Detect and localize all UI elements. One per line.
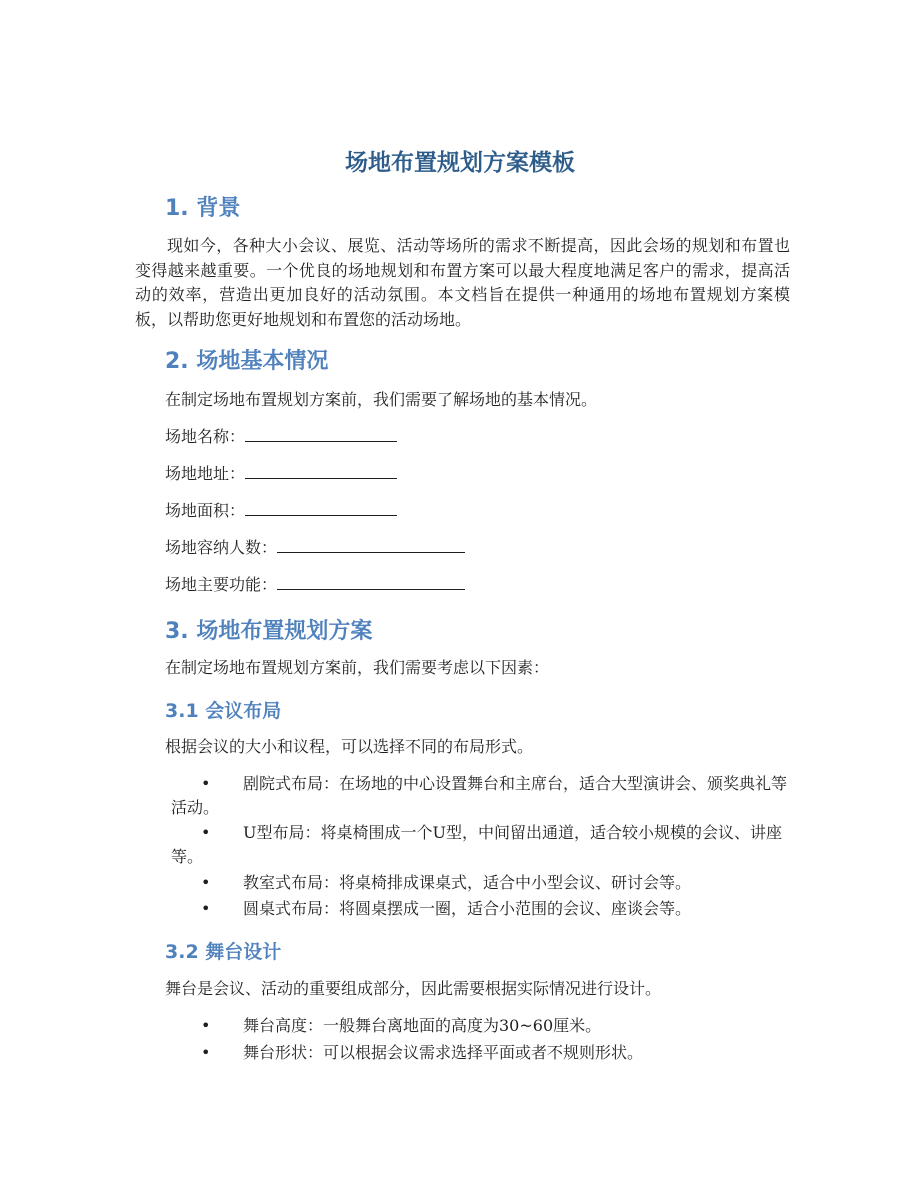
list-item-text: 剧院式布局：在场地的中心设置舞台和主席台，适合大型演讲会、颁奖典礼等活动。	[171, 774, 788, 817]
fill-in-blank[interactable]	[245, 500, 397, 516]
document-title: 场地布置规划方案模板	[345, 150, 575, 176]
field-label: 场地名称：	[165, 427, 246, 446]
list-item	[165, 821, 790, 869]
field-label: 场地地址：	[165, 464, 246, 483]
field-venue-name	[165, 426, 397, 448]
list-item-text: 圆桌式布局：将圆桌摆成一圈，适合小范围的会议、座谈会等。	[243, 899, 692, 918]
bullet-icon: •	[201, 1043, 211, 1062]
list-item-text: 教室式布局：将桌椅排成课桌式，适合中小型会议、研讨会等。	[243, 873, 692, 892]
field-venue-area	[165, 500, 397, 522]
section-2-heading: 2. 场地基本情况	[165, 349, 329, 374]
bullet-icon: •	[201, 774, 211, 793]
section-3-2-heading: 3.2 舞台设计	[165, 941, 282, 963]
bullet-icon: •	[201, 1016, 211, 1035]
section-1-heading: 1. 背景	[165, 196, 241, 221]
list-item-text: 舞台形状：可以根据会议需求选择平面或者不规则形状。	[243, 1043, 644, 1062]
fill-in-blank[interactable]	[277, 574, 465, 590]
section-3-1-intro: 根据会议的大小和议程，可以选择不同的布局形式。	[165, 737, 534, 756]
bullet-icon: •	[201, 899, 211, 918]
bullet-icon: •	[201, 823, 211, 842]
field-venue-function	[165, 574, 465, 596]
fill-in-blank[interactable]	[245, 463, 397, 479]
section-3-1-heading: 3.1 会议布局	[165, 700, 282, 722]
field-label: 场地主要功能：	[165, 575, 278, 594]
section-2-intro: 在制定场地布置规划方案前，我们需要了解场地的基本情况。	[165, 390, 598, 409]
list-item	[165, 772, 790, 820]
field-venue-address	[165, 463, 397, 485]
field-venue-capacity	[165, 537, 465, 559]
list-item-text: U型布局：将桌椅围成一个U型，中间留出通道，适合较小规模的会议、讲座等。	[171, 823, 782, 866]
section-3-2-intro: 舞台是会议、活动的重要组成部分，因此需要根据实际情况进行设计。	[165, 979, 662, 998]
fill-in-blank[interactable]	[245, 426, 397, 442]
list-item-text: 舞台高度：一般舞台离地面的高度为30~60厘米。	[243, 1016, 602, 1035]
field-label: 场地容纳人数：	[165, 538, 278, 557]
section-3-intro: 在制定场地布置规划方案前，我们需要考虑以下因素：	[165, 658, 550, 677]
section-1-paragraph: 现如今，各种大小会议、展览、活动等场所的需求不断提高，因此会场的规划和布置也变得越来越重要。一个优良的场地规划和布置方案可以最大程度地满足客户的需求，提高活动的效率，营造出更加良好的活动氛围。本文档旨在提供一种通用的场地布置规划方案模板，以帮助您更好地规划和布置您的活动场地。	[135, 236, 790, 329]
bullet-icon: •	[201, 873, 211, 892]
list-item	[165, 871, 790, 895]
list-item	[165, 1014, 790, 1038]
fill-in-blank[interactable]	[277, 537, 465, 553]
field-label: 场地面积：	[165, 501, 246, 520]
list-item	[165, 1041, 790, 1065]
section-3-heading: 3. 场地布置规划方案	[165, 619, 373, 644]
list-item	[165, 897, 790, 921]
